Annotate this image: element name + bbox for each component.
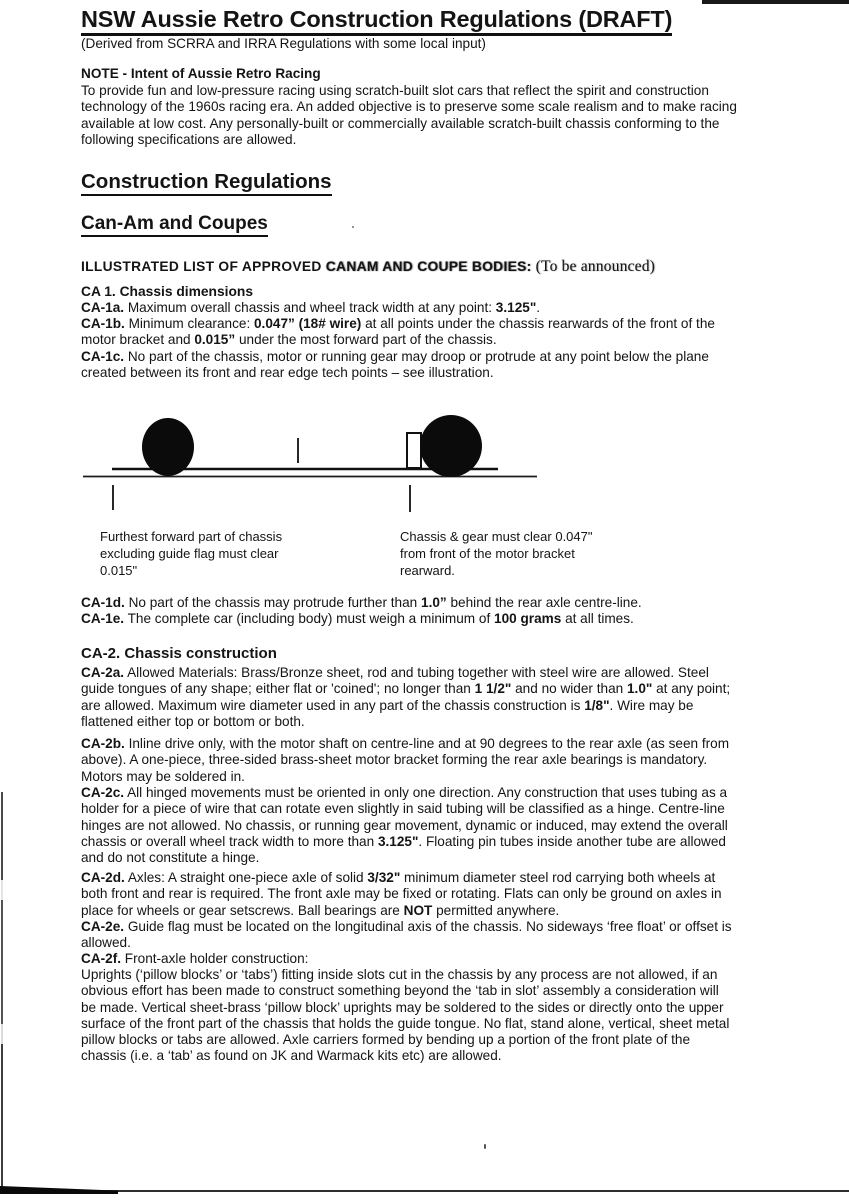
scan-artifact-top-edge [702, 0, 849, 4]
rule-ca-2b: CA-2b. Inline drive only, with the motor shaft on centre-line and at 90 degrees to the rear axle (as seen from above). A one-piece, three-sided brass-sheet motor bracket forming the rear axle bearings is mandatory. Motors may be soldered in. [81, 736, 730, 784]
page-subtitle: (Derived from SCRRA and IRRA Regulations with some local input) [81, 36, 486, 51]
diagram-label-front-clearance: Furthest forward part of chassis excluding guide flag must clear 0.015" [100, 529, 283, 579]
motor-bracket [407, 433, 421, 468]
illustrated-list-prefix: ILLUSTRATED LIST OF APPROVED [81, 259, 326, 274]
rule-ca-1a: CA-1a. Maximum overall chassis and wheel track width at any point: 3.125". [81, 300, 541, 315]
rule-ca-2f-heading: CA-2f. Front-axle holder construction: [81, 951, 309, 966]
ca2-heading: CA-2. Chassis construction [81, 645, 277, 662]
rule-ca-2d: CA-2d. Axles: A straight one-piece axle of solid 3/32" minimum diameter steel rod carrying both wheels at both front and rear is required. The front axle may be fixed or rotating. Flats can only be ground on axles in place for wheels or gear setscrews. Ball bearings are NOT permitted anywhere. [81, 870, 722, 918]
rule-ca-1d: CA-1d. No part of the chassis may protrude further than 1.0” behind the rear axle centre-line. [81, 595, 642, 610]
rule-ca-1e: CA-1e. The complete car (including body) must weigh a minimum of 100 grams at all times. [81, 611, 634, 626]
chassis-clearance-diagram [80, 407, 642, 519]
illustrated-list-smudged-text: CANAM AND COUPE BODIES: [325, 259, 532, 274]
section-heading-construction-regulations: Construction Regulations [81, 170, 332, 194]
rule-ca-2a: CA-2a. Allowed Materials: Brass/Bronze sheet, rod and tubing together with steel wire are allowed. Steel guide tongues of any shape; either flat or 'coined'; no longer than 1 1/2" and no wider than 1.0" at any point; are allowed. Maximum wire diameter used in any part of the chassis construction is 1/8". Wire may be flattened either top or bottom or both. [81, 665, 731, 729]
rule-ca-2e: CA-2e. Guide flag must be located on the longitudinal axis of the chassis. No sideways ‘free float’ or offset is allowed. [81, 919, 732, 951]
illustrated-list-line [81, 259, 655, 275]
rule-ca-1b: CA-1b. Minimum clearance: 0.047” (18# wire) at all points under the chassis rearwards of the front of the motor bracket and 0.015” under the most forward part of the chassis. [81, 316, 715, 348]
note-body: To provide fun and low-pressure racing using scratch-built slot cars that reflect the spirit and construction technology of the 1960s racing era. An added objective is to preserve some scale realism and to make racing available at low cost. Any personally-built or commercially available scratch-built chassis conforming to the following specifications are allowed. [81, 83, 737, 147]
rule-ca-1c: CA-1c. No part of the chassis, motor or running gear may droop or protrude at any point below the plane created between its front and rear edge tech points – see illustration. [81, 349, 709, 381]
note-heading: NOTE - Intent of Aussie Retro Racing [81, 66, 321, 81]
section-heading-can-am-and-coupes: Can-Am and Coupes [81, 213, 268, 235]
rule-ca-2f-body: Uprights (‘pillow blocks’ or ‘tabs’) fitting inside slots cut in the chassis by any process are not allowed, if an obvious effort has been made to construct something beyond the ‘tab in slot’ assembly a consideration will be made. Vertical sheet-brass ‘pillow block’ uprights may be soldered to the sides or directly onto the upper surface of the front part of the chassis that holds the guide tongue. No flat, stand alone, vertical, sheet metal pillow blocks or tabs are allowed. Axle carriers formed by bending up a portion of the front plate of the chassis (i.e. a ‘tab’ as found on JK and Warmack kits etc) are allowed. [81, 967, 730, 1064]
scan-artifact-bottom-line [0, 1190, 849, 1192]
rear-wheel [420, 415, 482, 477]
scan-speck [484, 1144, 486, 1149]
rule-ca-2c: CA-2c. All hinged movements must be oriented in only one direction. Any construction that uses tubing as a holder for a piece of wire that can rotate even slightly in said tubing will be classified as a hinge. Centre-line hinges are not allowed. No chassis, or running gear movement, dynamic or induced, may extend the overall chassis or overall wheel track width to more than 3.125". Floating pin tubes inside another tube are allowed and do not constitute a hinge. [81, 785, 728, 866]
diagram-label-rear-clearance: Chassis & gear must clear 0.047" from front of the motor bracket rearward. [400, 529, 593, 579]
page-title: NSW Aussie Retro Construction Regulations (DRAFT) [81, 6, 672, 33]
ca1-heading: CA 1. Chassis dimensions [81, 284, 254, 299]
scan-speck [352, 226, 354, 228]
front-wheel [142, 418, 194, 476]
scan-artifact-left-edge [1, 792, 3, 1192]
to-be-announced-note: (To be announced) [535, 258, 656, 275]
scan-artifact-bottom-blob [0, 1186, 118, 1194]
